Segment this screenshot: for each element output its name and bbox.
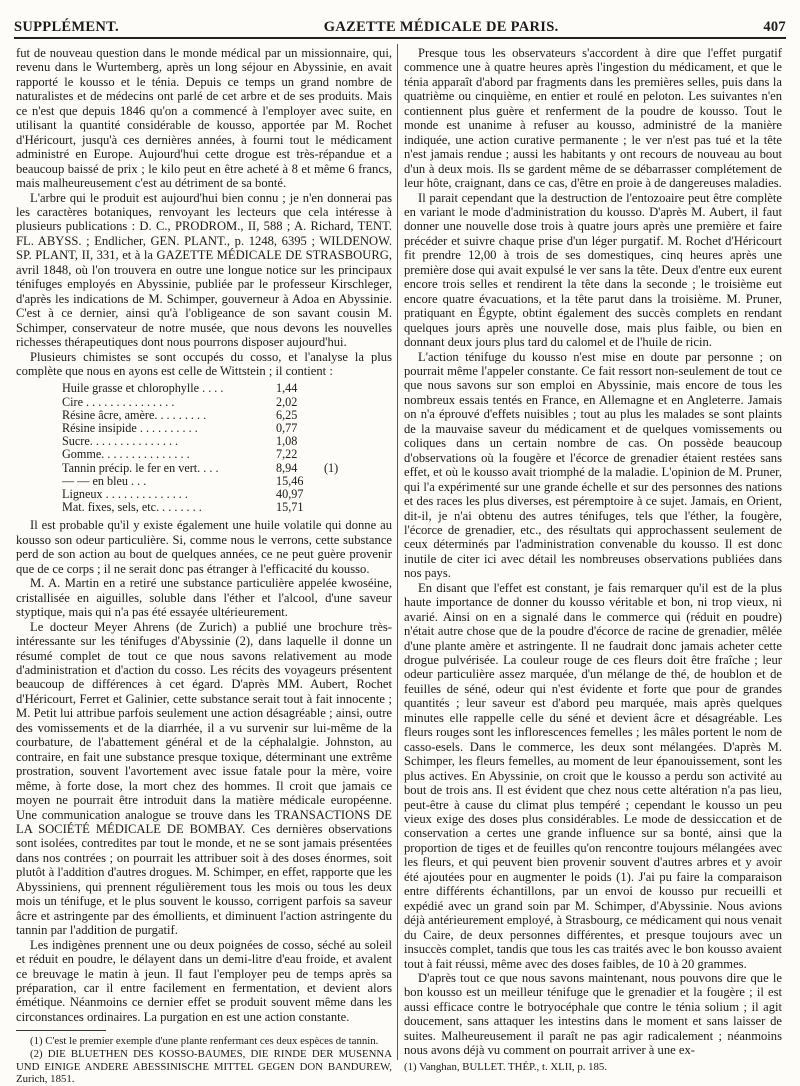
composition-row: [62, 462, 354, 475]
composition-note: [324, 382, 354, 395]
footnote: (1) C'est le premier exemple d'une plante renfermant ces deux espèces de tannin.: [30, 1035, 379, 1048]
composition-value: 2,02: [276, 394, 298, 409]
paragraph: M. A. Martin en a retiré une substance particulière appelée kwoséine, cristallisée en aiguilles, soluble dans l'éther et l'alcool, d'une saveur styptique, mais qui n'a pas été essayée ultérieurement.: [16, 576, 392, 620]
paragraph: Les indigènes prennent une ou deux poignées de cosso, séché au soleil et réduit en poudre, le délayent dans un demi-litre d'eau froide, et avalent ce breuvage le matin à jeun. Il faut l'employer peu de temps après sa préparation, car il entre facilement en fermentation, et devient alors émétique. Néanmoins ce dernier effet se produit souvent même dans les circonstances ordinaires. La purgation en est une action constante.: [16, 937, 392, 1024]
composition-row: [62, 396, 354, 409]
composition-label: Ligneux . . . . . . . . . . . . . .: [62, 487, 188, 502]
paragraph: D'après tout ce que nous savons maintenant, nous pouvons dire que le bon kousso est un meilleur ténifuge que le grenadier et la fougère ; il est aussi efficace contre le botryocéphale que contre le ténia solium ; il agit doucement, sans attaquer les intestins dans le moment et sans laisser de suites. Malheureusement il paraît ne pas agir radicalement ; néanmoins nous avons déjà vu comment on pourrait arriver à une ex-: [404, 971, 782, 1058]
composition-label: Huile grasse et chlorophylle . . . .: [62, 381, 224, 396]
footnote-rule: [16, 1030, 106, 1031]
paragraph: Il est probable qu'il y existe également une huile volatile qui donne au kousso son odeur particulière. Si, comme nous le verrons, cette substance perd de son action au bout de quelques années, ce ne peut guère provenir que de ce corps ; il ne serait donc pas étranger à l'efficacité du kousso.: [16, 518, 392, 576]
composition-label: Résine insipide . . . . . . . . . .: [62, 421, 198, 436]
paragraph: L'action ténifuge du kousso n'est mise en doute par personne ; on pourrait même l'appeler constante. Ce fait ressort non-seulement de tout ce que nous savons sur son emploi en Abyssinie, mais encore de tous les nombreux essais tentés en France, en Allemagne et en Angleterre. Jamais on n'a éprouvé d'effets nuisibles ; tout au plus les malades se sont plaints de la mauvaise saveur du médicament et de quelques vomissements ou coliques dans un certain nombre de cas. On possède beaucoup d'observations où la fougère et l'écorce de grenadier étaient restées sans effet, et où le kousso avait triomphé de la maladie. L'opinion de M. Pruner, qui l'a expérimenté sur une grande échelle et sur des personnes des nations et des races les plus diverses, est péremptoire à ce sujet. Jamais, en Orient, dit-il, je n'ai obtenu des autres ténifuges, tels que l'éther, la fougère, l'écorce de grenadier, etc., des résultats qui approchassent seulement de ceux déterminés par l'administration convenable du kousso. Il est donc inutile de citer ici avec détail les nombreuses observations publiées dans nos pays.: [404, 349, 782, 581]
right-column: [404, 46, 782, 1058]
paragraph: Le docteur Meyer Ahrens (de Zurich) a publié une brochure très-intéressante sur les ténifuges d'Abyssinie (2), dans laquelle il donne un résumé complet de tout ce que nous savons relativement au mode d'administration et d'action du cosso. Les récits des voyageurs présentent beaucoup de différences à cet égard. D'après MM. Aubert, Rochet d'Héricourt, Ferret et Galinier, cette substance serait tout à fait innocente ; M. Petit lui attribue parfois seulement une action désagréable ; ainsi, outre des vomissements et de la diarrhée, il a vu survenir sur lui-même de la courbature, de l'abattement général et de la céphalalgie. Johnston, au contraire, en fait une substance presque toxique, déterminant une extrême prostration, souvent l'avortement avec issue fatale pour la mère, voire même, à forte dose, la mort chez des hommes. Il croit que jamais ce moyen ne pourrait être introduit dans la matière médicale européenne. Une communication analogue se trouve dans les TRANSACTIONS DE LA SOCIÉTÉ MÉDICALE DE BOMBAY. Ces dernières observations sont isolées, contredites par tout le monde, et ne se sont jamais présentées dans nos contrées ; on pourrait les attribuer soit à des doses énormes, soit plutôt à l'addition d'autres drogues. M. Schimper, en effet, rapporte que les Abyssiniens, qui prennent régulièrement tous les mois ou tous les deux mois un ténifuge, et le plus souvent le kousso, corrigent parfois sa saveur âcre et astringente par des émollients, et diminuent l'action astringente du tannin par l'addition de purgatif.: [16, 619, 392, 938]
paragraph: En disant que l'effet est constant, je fais remarquer qu'il est de la plus haute importance de donner du kousso véritable et bon, ni trop vieux, ni avarié. Ainsi on en a signalé dans le commerce qui (réduit en poudre) n'était autre chose que de la poudre d'écorce de racine de grenadier, mêlée d'une plante amère et astringente. Il ne faudrait donc jamais acheter cette drogue pulvérisée. La couleur rouge de ces fleurs doit être fraîche ; leur odeur particulière assez marquée, d'un mélange de thé, de houblon et de feuilles de séné, odeur qui n'est évidente et forte que pour de grandes quantités ; leur saveur est d'abord peu marquée, mais après quelques minutes elle rappelle celle du séné et devient âcre et désagréable. Les fleurs rouges sont les inflorescences femelles ; les mâles portent le nom de casso-esels. Dans le commerce, les deux sont mélangées. D'après M. Schimper, les fleurs femelles, au moment de leur épanouissement, sont les plus actives. En Abyssinie, on croit que le kousso a perdu son activité au bout de trois ans. Il est évident que chez nous cette altération n'a pas lieu, peut-être à cause du climat plus tempéré ; cependant le kousso un peu vieux exige des doses plus considérables. Le mode de dessiccation et de conservation a certes une grande influence sur sa bonté, ainsi que la proportion de tiges et de feuilles qu'on rencontre toujours mélangées avec les fleurs, et qui peuvent bien provenir souvent d'autres arbres et y avoir été ajoutées pour en augmenter le poids (1). J'ai pu faire la comparaison entre différents échantillons, par un envoi de kousso pur recueilli et expédié avec un grand soin par M. Schimper, d'Abyssinie. Nous avions déjà antérieurement employé, à Strasbourg, ce médicament qui nous venait du Caire, de deux personnes différentes, et presque toujours avec un insuccès complet, tandis que tous les cas traités avec le bon kousso avaient tout à fait réussi, même avec des doses faibles, de 10 à 20 grammes.: [404, 580, 782, 971]
journal-title: GAZETTE MÉDICALE DE PARIS.: [323, 19, 559, 35]
composition-note: [324, 422, 354, 435]
paragraph: fut de nouveau question dans le monde médical par un missionnaire, qui, revenu dans le Wurtemberg, après un long séjour en Abyssinie, en avait rapporté le kousso et le ténia. Depuis ce temps un grand nombre de naturalistes et de médecins ont parlé de cet arbre et de ses produits. Mais ce n'est que depuis 1846 qu'on a commencé à l'employer avec suite, en utilisant la quantité considérable de kousso, apportée par M. Rochet d'Héricourt, jusqu'à ces dernières années, à fourni tout le médicament administré en Europe. Aujourd'hui cette drogue est très-répandue et a beaucoup baissé de prix ; le kilo peut en être acheté à 8 et même 6 francs, mais malheureusement c'est au détriment de sa bonté.: [16, 46, 392, 191]
composition-note: [324, 448, 354, 461]
left-column: [16, 46, 392, 1086]
paragraph: Presque tous les observateurs s'accordent à dire que l'effet purgatif commence une à quatre heures après l'ingestion du médicament, et que le ténia apparaît d'abord par fragments dans les premières selles, puis dans la quatrième ou cinquième, en entier et roulé en peloton. Les suivantes n'en contiennent plus guère et renferment de la poudre de kousso. Tout le monde est unanime à refuser au kousso, administré de la manière indiquée, une action curative permanente ; le ver n'est pas tué et la tête n'est jamais rendue ; aussi les habitants y ont recours de nouveau au bout d'un à deux mois. Ils se gardent même de se débarrasser complétement de leur hôte, craignant, dans ce cas, d'être en proie à de dangereuses maladies.: [404, 46, 782, 191]
composition-label: Gomme. . . . . . . . . . . . . . .: [62, 447, 190, 462]
right-footnote-block: [404, 1050, 782, 1084]
section-title: SUPPLÉMENT.: [14, 19, 119, 35]
page-number: 407: [763, 19, 786, 35]
composition-label: — — en bleu . . .: [62, 473, 147, 488]
composition-label: Tannin précip. le fer en vert. . . .: [62, 460, 219, 475]
composition-value: 15,46: [276, 473, 304, 488]
composition-value: 1,08: [276, 434, 298, 449]
composition-note: [324, 409, 354, 422]
composition-value: 15,71: [276, 500, 304, 515]
composition-note: [324, 396, 354, 409]
composition-label: Mat. fixes, sels, etc. . . . . . . .: [62, 500, 202, 515]
composition-note: [324, 475, 354, 488]
composition-value: 7,22: [276, 447, 298, 462]
paragraph: Il parait cependant que la destruction de l'entozoaire peut être complète en variant le mode d'administration du kousso. D'après M. Aubert, il faut donner une nouvelle dose trois à quatre jours après une première et faire précéder et suivre chaque prise d'un léger purgatif. M. Rochet d'Héricourt fit prendre 12,00 à trois de ses domestiques, cinq heures après une première dose qui avait expulsé le ver sans la tête. Deux d'entre eux eurent encore trois selles et rendirent la tête dans la seconde ; le troisième eut encore quatre évacuations, et la tête parut dans la troisième. M. Pruner, pratiquant en Égypte, obtint également des succès complets en rendant quelques jours après une nouvelle dose, mais plus faible, ou bien en donnant deux jours plus tard du calomel et de l'huile de ricin.: [404, 190, 782, 350]
composition-note: (1): [324, 460, 339, 475]
composition-value: 6,25: [276, 407, 298, 422]
paragraph: L'arbre qui le produit est aujourd'hui bien connu ; je n'en donnerai pas les caractères botaniques, renvoyant les lecteurs que cela intéresse à plusieurs publications : D. C., PRODROM., II, 588 ; A. Richard, TENT. FL. ABYSS. ; Endlicher, GEN. PLANT., p. 1248, 6395 ; WILDENOW. SP. PLANT, II, 331, et à la GAZETTE MÉDICALE DE STRASBOURG, avril 1848, où l'on trouvera en outre une longue notice sur les principaux ténifuges employés en Abyssinie, publiée par le professeur Kirschleger, d'après les indications de M. Schimper, gouverneur à Adoa en Abyssinie. C'est à ce dernier, ainsi qu'à l'obligeance de son savant cousin M. Schimper, conservateur de notre musée, que nous devons les nouvelles richesses thérapeutiques dont nous pourrons disposer aujourd'hui.: [16, 190, 392, 350]
composition-row: [62, 448, 354, 461]
composition-value: 1,44: [276, 381, 298, 396]
composition-label: Cire . . . . . . . . . . . . . . .: [62, 394, 175, 409]
header-rule: [14, 37, 786, 39]
paragraph: Plusieurs chimistes se sont occupés du cosso, et l'analyse la plus complète que nous en ayons est celle de Wittstein ; il contient :: [16, 349, 392, 378]
composition-note: [324, 501, 354, 514]
footnote: (2) DIE BLUETHEN DES KOSSO-BAUMES, DIE RINDE DER MUSENNA UND EINIGE ANDERE ABESSINISCHE MITTEL GEGEN DON BANDUREW, Zurich, 1851.: [16, 1047, 392, 1086]
composition-label: Sucre. . . . . . . . . . . . . . .: [62, 434, 179, 449]
composition-value: 8,94: [276, 460, 298, 475]
composition-value: 40,97: [276, 487, 304, 502]
column-rule: [397, 44, 398, 1060]
footnote: (1) Vanghan, BULLET. THÉP., t. XLII, p. 185.: [404, 1060, 608, 1073]
composition-table: [62, 382, 354, 514]
composition-label: Résine âcre, amère. . . . . . . . .: [62, 407, 207, 422]
composition-row: [62, 501, 354, 514]
composition-note: [324, 488, 354, 501]
composition-value: 0,77: [276, 421, 298, 436]
composition-row: [62, 382, 354, 395]
running-header: [14, 8, 786, 36]
composition-note: [324, 435, 354, 448]
